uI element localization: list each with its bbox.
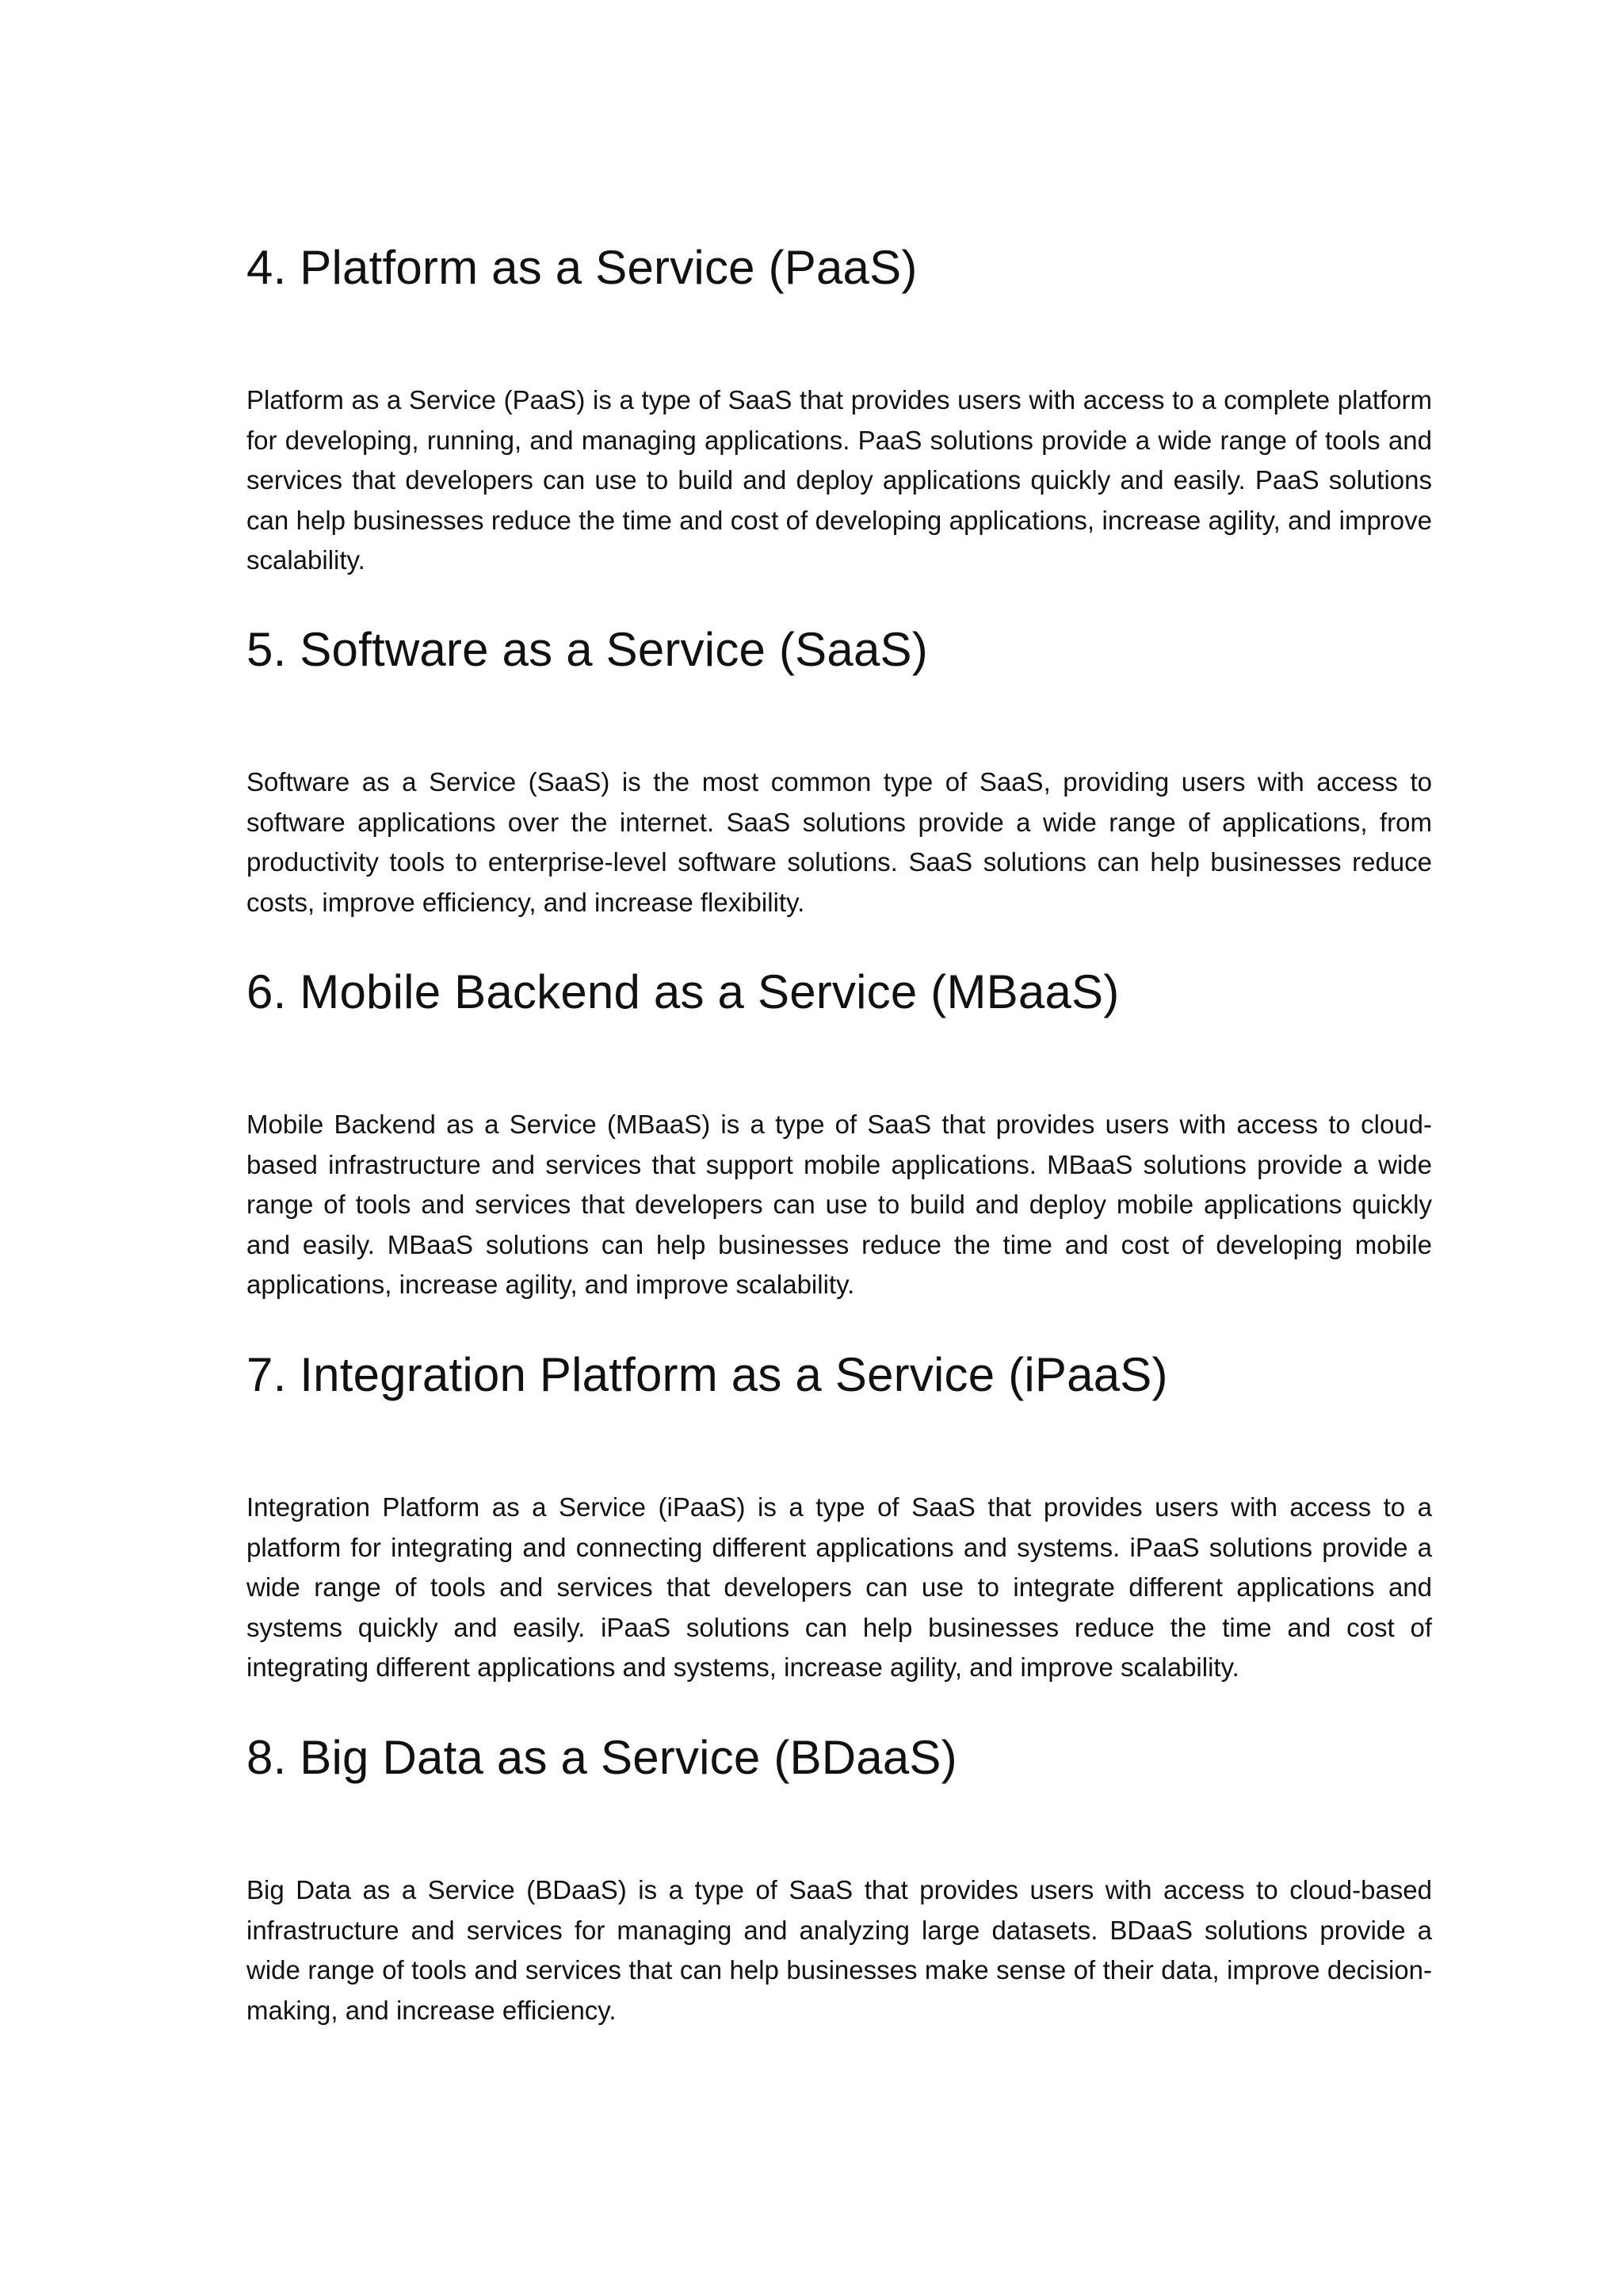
section-paragraph: Integration Platform as a Service (iPaaS) is a type of SaaS that provides users with access to a platform for integrating and connecting different applications and systems. iPaaS solutions provide a wide range of tools and services that developers can use to integrate different applications and systems quickly and easily. iPaaS solutions can help businesses reduce the time and cost of integrating different applications and systems, increase agility, and improve scalability. xyxy=(246,1492,1432,1682)
section-paragraph: Mobile Backend as a Service (MBaaS) is a type of SaaS that provides users with access to cloud-based infrastructure and services that support mobile applications. MBaaS solutions provide a wide range of tools and services that developers can use to build and deploy mobile applications quickly and easily. MBaaS solutions can help businesses reduce the time and cost of developing mobile applications, increase agility, and improve scalability. xyxy=(246,1110,1432,1299)
section-heading: 5. Software as a Service (SaaS) xyxy=(246,623,928,676)
section-heading: 4. Platform as a Service (PaaS) xyxy=(246,241,918,294)
section-heading: 6. Mobile Backend as a Service (MBaaS) xyxy=(246,965,1120,1018)
section-paas xyxy=(246,238,1432,575)
section-paragraph: Big Data as a Service (BDaaS) is a type of SaaS that provides users with access to cloud-based infrastructure and services for managing and analyzing large datasets. BDaaS solutions provide a wide range of tools and services that can help businesses make sense of their data, improve decision-making, and increase efficiency. xyxy=(246,1875,1432,2025)
section-heading: 8. Big Data as a Service (BDaaS) xyxy=(246,1731,957,1784)
section-ipaas xyxy=(246,1345,1432,1682)
section-heading: 7. Integration Platform as a Service (iPaaS) xyxy=(246,1348,1168,1401)
section-paragraph: Software as a Service (SaaS) is the most common type of SaaS, providing users with access to software applications over the internet. SaaS solutions provide a wide range of applications, from productivity tools to enterprise-level software solutions. SaaS solutions can help businesses reduce costs, improve efficiency, and increase flexibility. xyxy=(246,767,1432,917)
section-mbaas xyxy=(246,962,1432,1299)
section-paragraph: Platform as a Service (PaaS) is a type of SaaS that provides users with access to a complete platform for developing, running, and managing applications. PaaS solutions provide a wide range of tools and services that developers can use to build and deploy applications quickly and easily. PaaS solutions can help businesses reduce the time and cost of developing applications, increase agility, and improve scalability. xyxy=(246,385,1432,575)
section-saas xyxy=(246,620,1432,917)
section-bdaas xyxy=(246,1728,1432,2025)
